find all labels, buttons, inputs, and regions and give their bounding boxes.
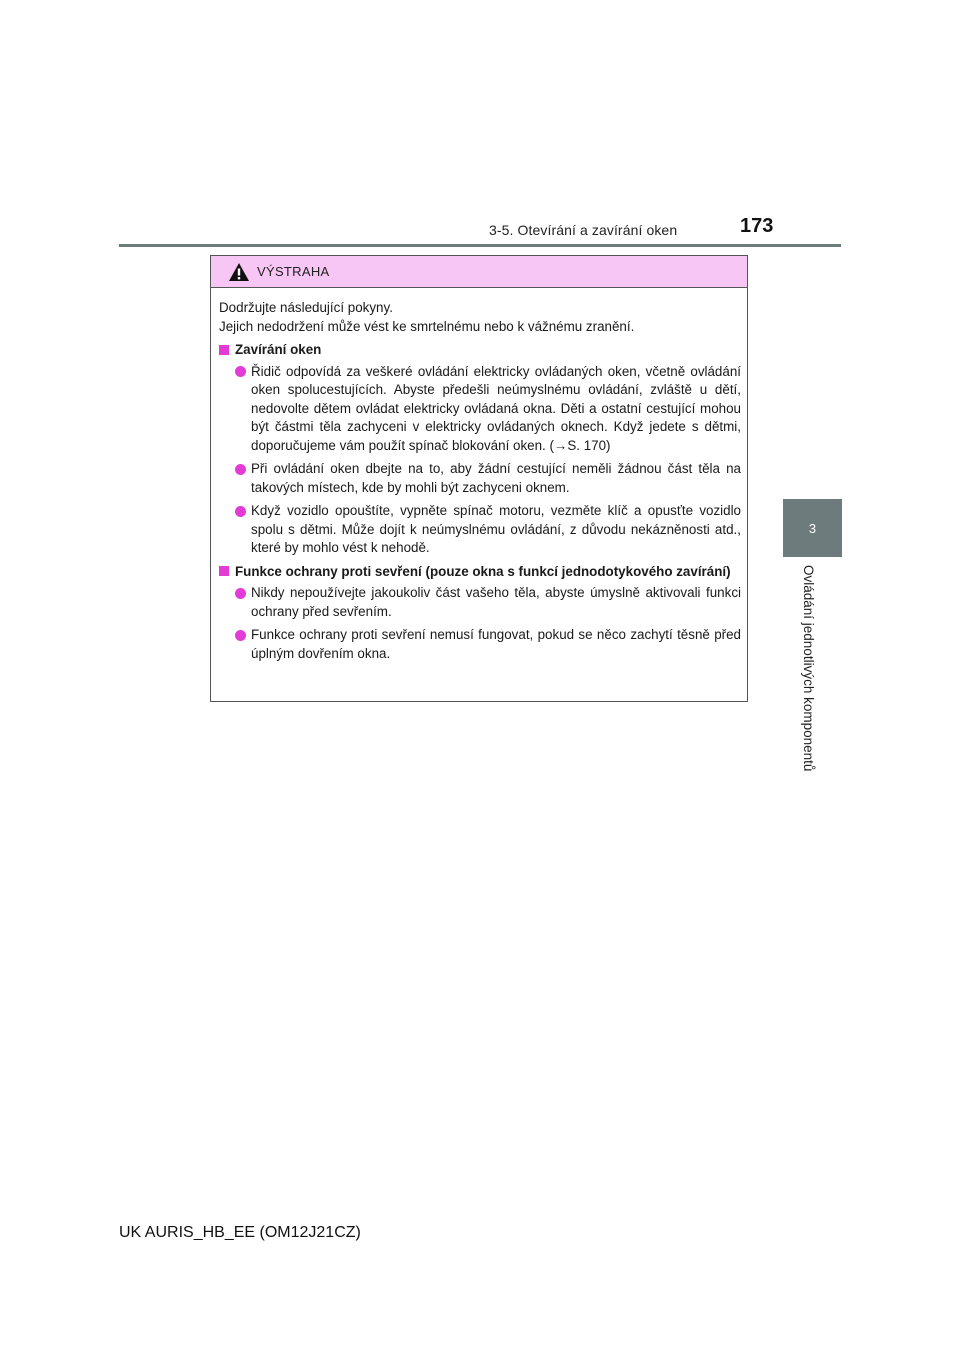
round-bullet-icon [235,366,246,377]
manual-code: UK AURIS_HB_EE (OM12J21CZ) [119,1224,361,1241]
list-item [219,363,741,456]
list-item-text: Řidič odpovídá za veškeré ovládání elektricky ovládaných oken, včetně ovládání oken spolucestujících. Abyste předešli neúmyslnému ovládání, zvláště u dětí, nedovolte dětem ovládat elektricky ovládaná okna. Děti a ostatní cestující mohou být částmi těla zachyceni v elektricky ovládaných oknech. Když jedete s dětmi, doporučujeme vám použít spínač blokování oken. (→S. 170) [251,363,741,453]
square-bullet-icon [219,345,229,355]
square-bullet-icon [219,566,229,576]
section-heading-jam-protection [219,563,741,582]
warning-body [211,288,747,663]
list-item [219,502,741,558]
header-rule [119,244,841,247]
round-bullet-icon [235,464,246,475]
list-item-text: Nikdy nepoužívejte jakoukoliv část vašeho těla, abyste úmyslně aktivovali funkci ochrany před sevřením. [251,585,741,619]
warning-intro-line1: Dodržujte následující pokyny. [219,300,393,315]
warning-box [210,255,748,702]
section-title: 3-5. Otevírání a zavírání oken [489,222,678,238]
list-item-text: Když vozidlo opouštíte, vypněte spínač motoru, vezměte klíč a opusťte vozidlo spolu s dětmi. Může dojít k neúmyslnému ovládání, z důvodu nekázněnosti atd., které by mohlo vést k nehodě. [251,503,741,555]
list-item [219,626,741,663]
round-bullet-icon [235,588,246,599]
list-item [219,584,741,621]
warning-title: VÝSTRAHA [257,264,330,279]
list-item-text: Funkce ochrany proti sevření nemusí fungovat, pokud se něco zachytí těsně před úplným dovřením okna. [251,627,741,661]
page-number: 173 [740,215,774,237]
list-item [219,460,741,497]
chapter-number: 3 [808,520,817,536]
section-heading-text: Zavírání oken [235,342,322,357]
section-heading-text: Funkce ochrany proti sevření (pouze okna s funkcí jednodotykového zavírání) [235,563,731,579]
warning-header [211,256,747,288]
section-heading-window-closing [219,341,741,360]
warning-triangle-icon [228,262,250,282]
warning-intro-line2: Jejich nedodržení může vést ke smrtelnému nebo k vážnému zranění. [219,318,635,334]
warning-intro [219,299,741,336]
round-bullet-icon [235,506,246,517]
chapter-label: Ovládání jednotlivých komponentů [801,565,816,772]
list-item-text: Při ovládání oken dbejte na to, aby žádní cestující neměli žádnou část těla na takových místech, kde by mohli být zachyceni oknem. [251,461,741,495]
chapter-tab [783,499,842,557]
round-bullet-icon [235,630,246,641]
